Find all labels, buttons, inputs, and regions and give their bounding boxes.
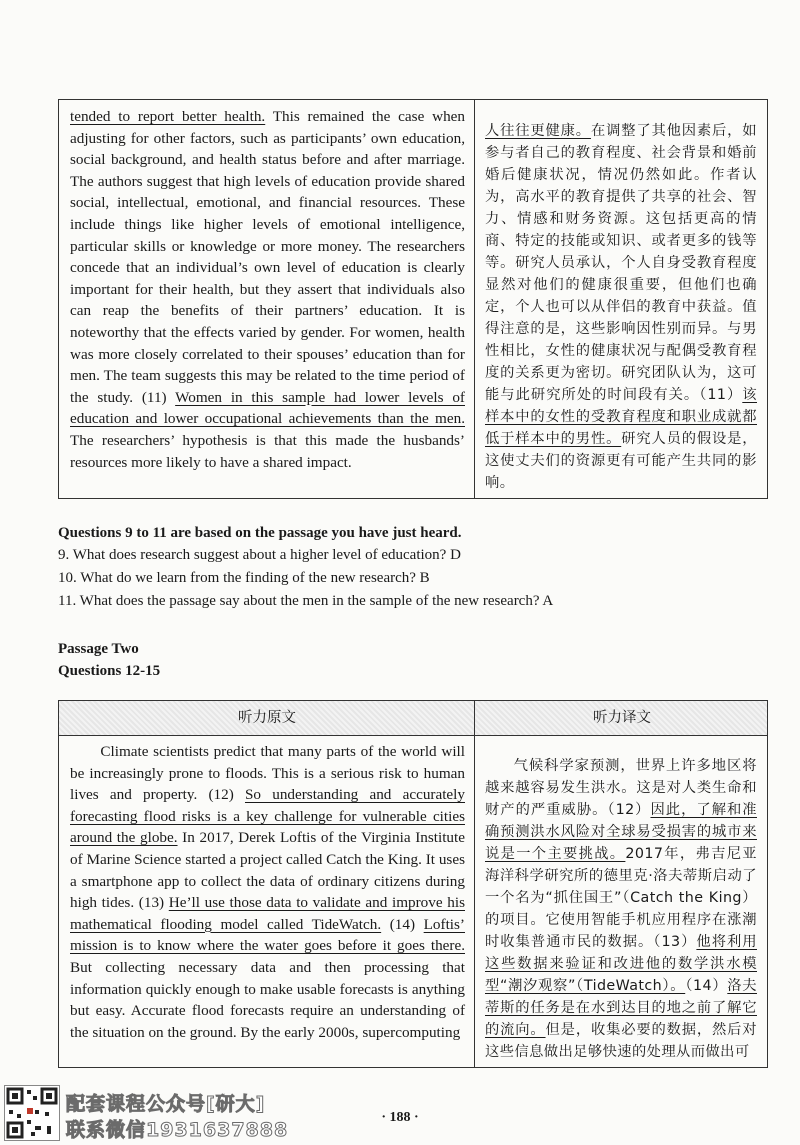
paragraph (485, 120, 757, 494)
translation-text-2 (485, 755, 757, 1063)
translation-table-2 (58, 700, 768, 1068)
original-text-cell-1 (59, 100, 475, 498)
text-run: 气候科学家预测，世界上许多地区将越来越容易发生洪水。这是对人类生命和财产的严重威胁。（12） (485, 758, 757, 819)
underlined-text: So understanding and accurately forecasting flood risks is a key challenge for vulnerable cities around the globe. (70, 786, 465, 847)
question-item: 9. What does research suggest about a higher level of education? D (58, 547, 461, 563)
paragraph (70, 106, 465, 473)
watermark-line-1: 配套课程公众号[研大] (66, 1093, 266, 1115)
text-run: 2017年，弗吉尼亚海洋科学研究所的德里克·洛夫蒂斯启动了一个名为“抓住国王”（Catch the King）的项目。它使用智能手机应用程序在涨潮时收集普通市民的数据。（13） (485, 846, 757, 951)
translation-text-cell-1 (473, 100, 767, 498)
paragraph (485, 755, 757, 1063)
underlined-text: 该样本中的女性的受教育程度和职业成就都低于样本中的男性。 (485, 387, 757, 448)
text-run: Climate scientists predict that many parts of the world will be increasingly prone to floods. This is a serious risk to human lives and property. (12) (70, 743, 465, 804)
underlined-text: Loftis’ mission is to know where the water goes before it goes there. (70, 915, 465, 955)
underlined-text: 因此，了解和准确预测洪水风险对全球易受损害的城市来说是一个主要挑战。 (485, 802, 757, 863)
text-run: This remained the case when adjusting for other factors, such as participants’ own education, social background, and health status before and after marriage. The authors suggest that high levels of education provide shared social, intellectual, emotional, and financial resources. These include things like higher levels of emotional intelligence, particular skills or knowledge or more money. The researchers concede that an individual’s own level of education is clearly important for their health, but they assert that individuals also can reap the benefits of their partners’ education. It is noteworthy that the effects varied by gender. For women, health was more closely correlated to their spouses’ education than for men. The team suggests this may be related to the time period of the study. (11) (70, 108, 465, 406)
text-run: 但是，收集必要的数据，然后对这些信息做出足够快速的处理从而做出可 (485, 1022, 757, 1061)
translation-text-cell-2 (473, 701, 767, 1067)
qr-code-icon (4, 1085, 60, 1141)
watermark-line-2: 联系微信1931637888 (66, 1119, 289, 1141)
header-translation: 听力译文 (593, 710, 651, 726)
page-number: · 188 · (381, 1110, 419, 1125)
passage-subtitle: Questions 12-15 (58, 663, 161, 679)
original-text-1 (70, 106, 465, 473)
underlined-text: Women in this sample had lower levels of education and lower occupational achievements than the men. (70, 388, 465, 428)
underlined-text: tended to report better health. (70, 108, 266, 125)
original-text-cell-2 (59, 701, 475, 1067)
text-run: The researchers’ hypothesis is that this made the husbands’ resources more likely to have a shared impact. (70, 431, 465, 471)
underlined-text: He’ll use those data to validate and improve his mathematical flooding model called TideWatch. (70, 894, 465, 933)
paragraph (70, 741, 465, 1043)
question-item: 10. What do we learn from the finding of the new research? B (58, 570, 430, 586)
translation-table-1 (58, 99, 768, 499)
translation-text-1 (485, 120, 757, 494)
text-run: （14） (685, 978, 728, 995)
text-run: But collecting necessary data and then processing that information quickly enough to make usable forecasts is anything but easy. Accurate flood forecasts require an understanding of the situation on the ground. By the early 2000s, supercomputing (70, 958, 465, 1041)
watermark (0, 1085, 320, 1142)
underlined-text: 人往往更健康。 (485, 123, 591, 140)
header-original: 听力原文 (238, 710, 296, 726)
questions-heading: Questions 9 to 11 are based on the passage you have just heard. (58, 525, 462, 541)
underlined-text: 洛夫蒂斯的任务是在水到达目的地之前了解它的流向。 (485, 978, 757, 1039)
question-item: 11. What does the passage say about the men in the sample of the new research? A (58, 593, 554, 609)
original-text-2 (70, 741, 465, 1043)
text-run: 研究人员的假设是，这使丈夫们的资源更有可能产生共同的影响。 (485, 431, 757, 492)
text-run: (14) (381, 915, 424, 933)
passage-title: Passage Two (58, 641, 139, 657)
text-run: In 2017, Derek Loftis of the Virginia Institute of Marine Science started a project called Catch the King. It uses a smartphone app to collect the data of ordinary citizens during high tides. (13) (70, 829, 465, 912)
text-run: 在调整了其他因素后，如参与者自己的教育程度、社会背景和婚前婚后健康状况，情况仍然如此。作者认为，高水平的教育提供了共享的社会、智力、情感和财务资源。这包括更高的情商、特定的技能或知识、或者更多的钱等等。研究人员承认，个人自身受教育程度显然对他们的健康很重要，但他们也确定，个人也可以从伴侣的教育中获益。值得注意的是，这些影响因性别而异。与男性相比，女性的健康状况与配偶受教育程度的关系更为密切。研究团队认为，这可能与此研究所处的时间段有关。（11） (485, 123, 757, 404)
underlined-text: 他将利用这些数据来验证和改进他的数学洪水模型“潮汐观察”（TideWatch）。 (485, 934, 757, 995)
